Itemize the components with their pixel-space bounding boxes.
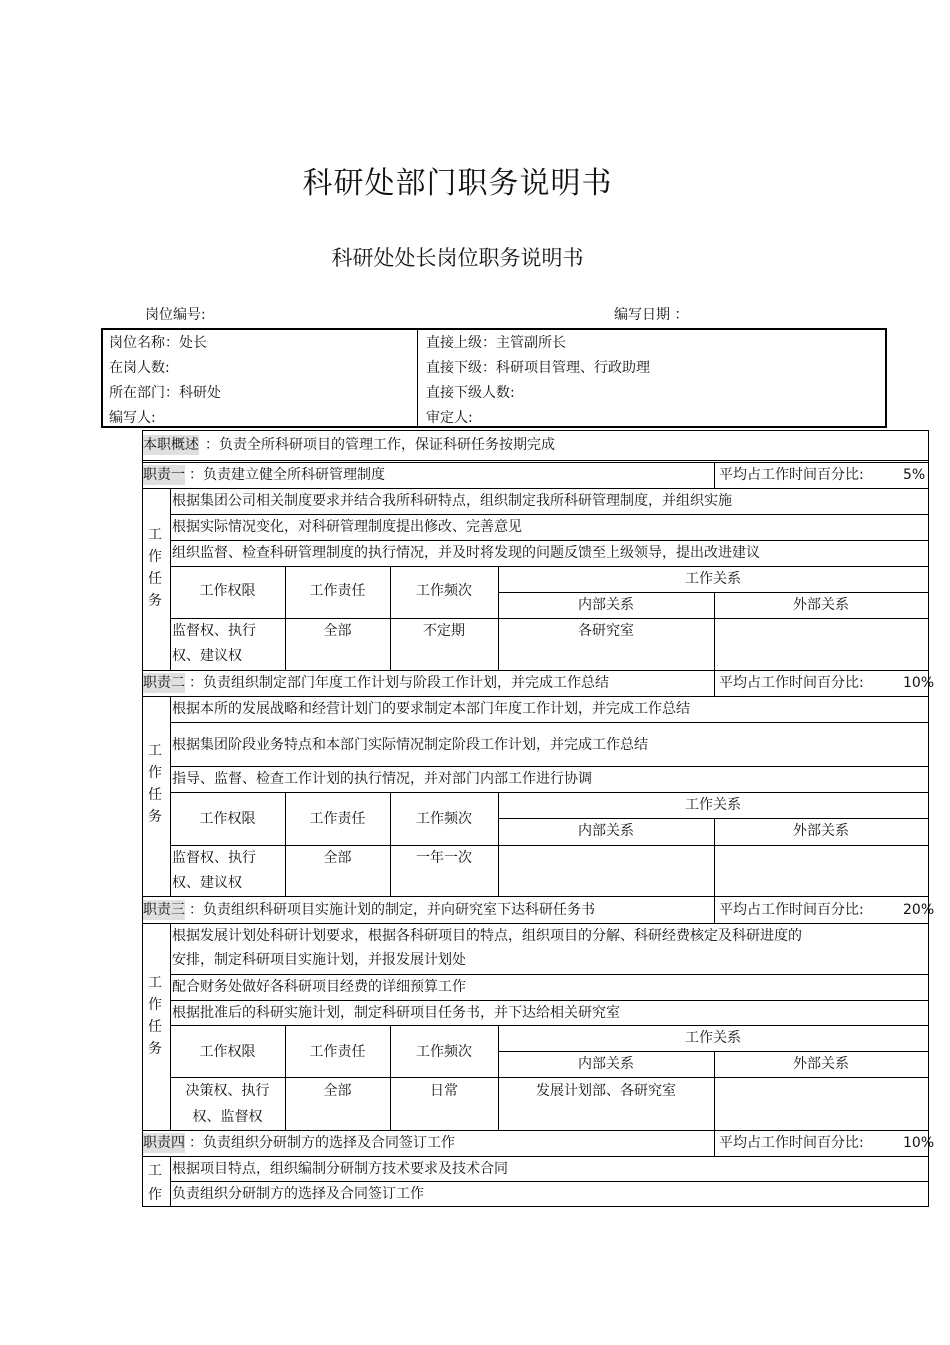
duty3-frequency: 日常 (430, 1083, 458, 1099)
duty2-label: 职责二 (143, 675, 185, 691)
duty1-col-frequency: 工作频次 (416, 583, 472, 599)
duty2-task-2: 根据集团阶段业务特点和本部门实际情况制定阶段工作计划，并完成工作总结 (172, 737, 648, 753)
duty3-responsibility: 全部 (323, 1083, 352, 1099)
duty2-pct-label: 平均占工作时间百分比: (719, 675, 864, 691)
duty4-label: 职责四 (143, 1135, 185, 1151)
duty1-task-3: 组织监督、检查科研管理制度的执行情况，并及时将发现的问题反馈至上级领导，提出改进建议 (172, 545, 760, 561)
duty3-internal: 发展计划部、各研究室 (536, 1083, 676, 1099)
duty1-task-1: 根据集团公司相关制度要求并结合我所科研特点，组织制定我所科研管理制度，并组织实施 (172, 493, 732, 509)
duty2-task-3: 指导、监督、检查工作计划的执行情况，并对部门内部工作进行协调 (172, 771, 592, 787)
info-right-2: 直接下级：科研项目管理、行政助理 (426, 360, 650, 376)
duty1-col-internal: 内部关系 (578, 597, 634, 613)
info-right-4: 审定人: (426, 410, 473, 426)
duty1-col-external: 外部关系 (793, 597, 849, 613)
duty1-col-authority: 工作权限 (199, 583, 256, 599)
duty3-task-3: 配合财务处做好各科研项目经费的详细预算工作 (172, 979, 466, 995)
duty1-task-label: 工 作 任 务 (148, 527, 162, 609)
duty3-col-external: 外部关系 (793, 1056, 849, 1072)
duty3-authority-2: 权、监督权 (192, 1109, 263, 1125)
duty1-label: 职责一 (143, 467, 185, 483)
duty2-authority-2: 权、建议权 (172, 875, 242, 891)
duty1-authority-1: 监督权、执行 (172, 623, 256, 639)
duty4-task-1: 根据项目特点，组织编制分研制方技术要求及技术合同 (172, 1161, 508, 1177)
duty3-text: ：负责组织科研项目实施计划的制定，并向研究室下达科研任务书 (189, 902, 595, 918)
duty2-frequency: 一年一次 (416, 850, 472, 866)
duty2-responsibility: 全部 (323, 850, 352, 866)
duty3-authority-1: 决策权、执行 (185, 1083, 270, 1099)
duty1-text: ：负责建立健全所科研管理制度 (189, 467, 385, 483)
page-subtitle: 科研处处长岗位职务说明书 (331, 246, 584, 270)
duty1-authority-2: 权、建议权 (172, 648, 242, 664)
duty3-task-2: 安排，制定科研项目实施计划，并报发展计划处 (172, 952, 466, 968)
duty1-responsibility: 全部 (323, 623, 352, 639)
info-right-1: 直接上级：主管副所长 (426, 335, 566, 351)
duty1-pct: 5% (903, 467, 926, 483)
duty2-col-frequency: 工作频次 (416, 811, 472, 827)
duty1-col-relations: 工作关系 (685, 571, 741, 587)
duty3-col-internal: 内部关系 (578, 1056, 634, 1072)
page-title: 科研处部门职务说明书 (302, 166, 613, 201)
duty3-col-relations: 工作关系 (685, 1030, 741, 1046)
duty2-task-1: 根据本所的发展战略和经营计划门的要求制定本部门年度工作计划，并完成工作总结 (172, 701, 690, 717)
duty2-authority-1: 监督权、执行 (172, 850, 256, 866)
info-left-1: 岗位名称：处长 (109, 335, 207, 351)
duty2-task-label: 工 作 任 务 (148, 743, 162, 825)
duty3-col-frequency: 工作频次 (416, 1044, 472, 1060)
duty2-col-authority: 工作权限 (199, 811, 256, 827)
duty1-frequency: 不定期 (423, 623, 465, 639)
info-right-3: 直接下级人数: (426, 385, 515, 401)
duty1-task-2: 根据实际情况变化，对科研管理制度提出修改、完善意见 (172, 519, 522, 535)
duty1-internal: 各研究室 (578, 623, 634, 639)
duty3-task-label: 工 作 任 务 (148, 975, 162, 1057)
duty3-col-authority: 工作权限 (199, 1044, 256, 1060)
duty3-label: 职责三 (143, 902, 185, 918)
info-left-4: 编写人: (109, 410, 156, 426)
duty3-col-responsibility: 工作责任 (309, 1044, 366, 1060)
duty3-pct: 20% (903, 902, 935, 918)
position-code-label: 岗位编号: (145, 307, 206, 323)
position-info-box (101, 328, 887, 428)
duty2-col-responsibility: 工作责任 (309, 811, 366, 827)
duty4-task-2: 负责组织分研制方的选择及合同签订工作 (172, 1186, 424, 1202)
duty3-pct-label: 平均占工作时间百分比: (719, 902, 864, 918)
duty1-col-responsibility: 工作责任 (309, 583, 366, 599)
duty2-pct: 10% (903, 675, 935, 691)
duty4-pct-label: 平均占工作时间百分比: (719, 1135, 864, 1151)
duty4-text: ：负责组织分研制方的选择及合同签订工作 (189, 1135, 455, 1151)
info-left-2: 在岗人数: (109, 360, 170, 376)
duty2-col-internal: 内部关系 (578, 823, 634, 839)
duty3-task-1: 根据发展计划处科研计划要求，根据各科研项目的特点，组织项目的分解、科研经费核定及科研进度的 (172, 928, 802, 944)
date-label: 编写日期 ： (614, 307, 689, 323)
info-left-3: 所在部门：科研处 (109, 385, 221, 401)
duty2-col-relations: 工作关系 (685, 797, 741, 813)
duty1-pct-label: 平均占工作时间百分比: (719, 467, 864, 483)
duty2-text: ：负责组织制定部门年度工作计划与阶段工作计划，并完成工作总结 (189, 675, 609, 691)
duty4-pct: 10% (903, 1135, 935, 1151)
duty2-col-external: 外部关系 (793, 823, 849, 839)
duty4-task-label: 工 作 (148, 1163, 162, 1203)
summary-label: 本职概述 (143, 437, 199, 453)
duty3-task-4: 根据批准后的科研实施计划，制定科研项目任务书，并下达给相关研究室 (172, 1005, 620, 1021)
summary-text: ：负责全所科研项目的管理工作，保证科研任务按期完成 (205, 437, 555, 453)
